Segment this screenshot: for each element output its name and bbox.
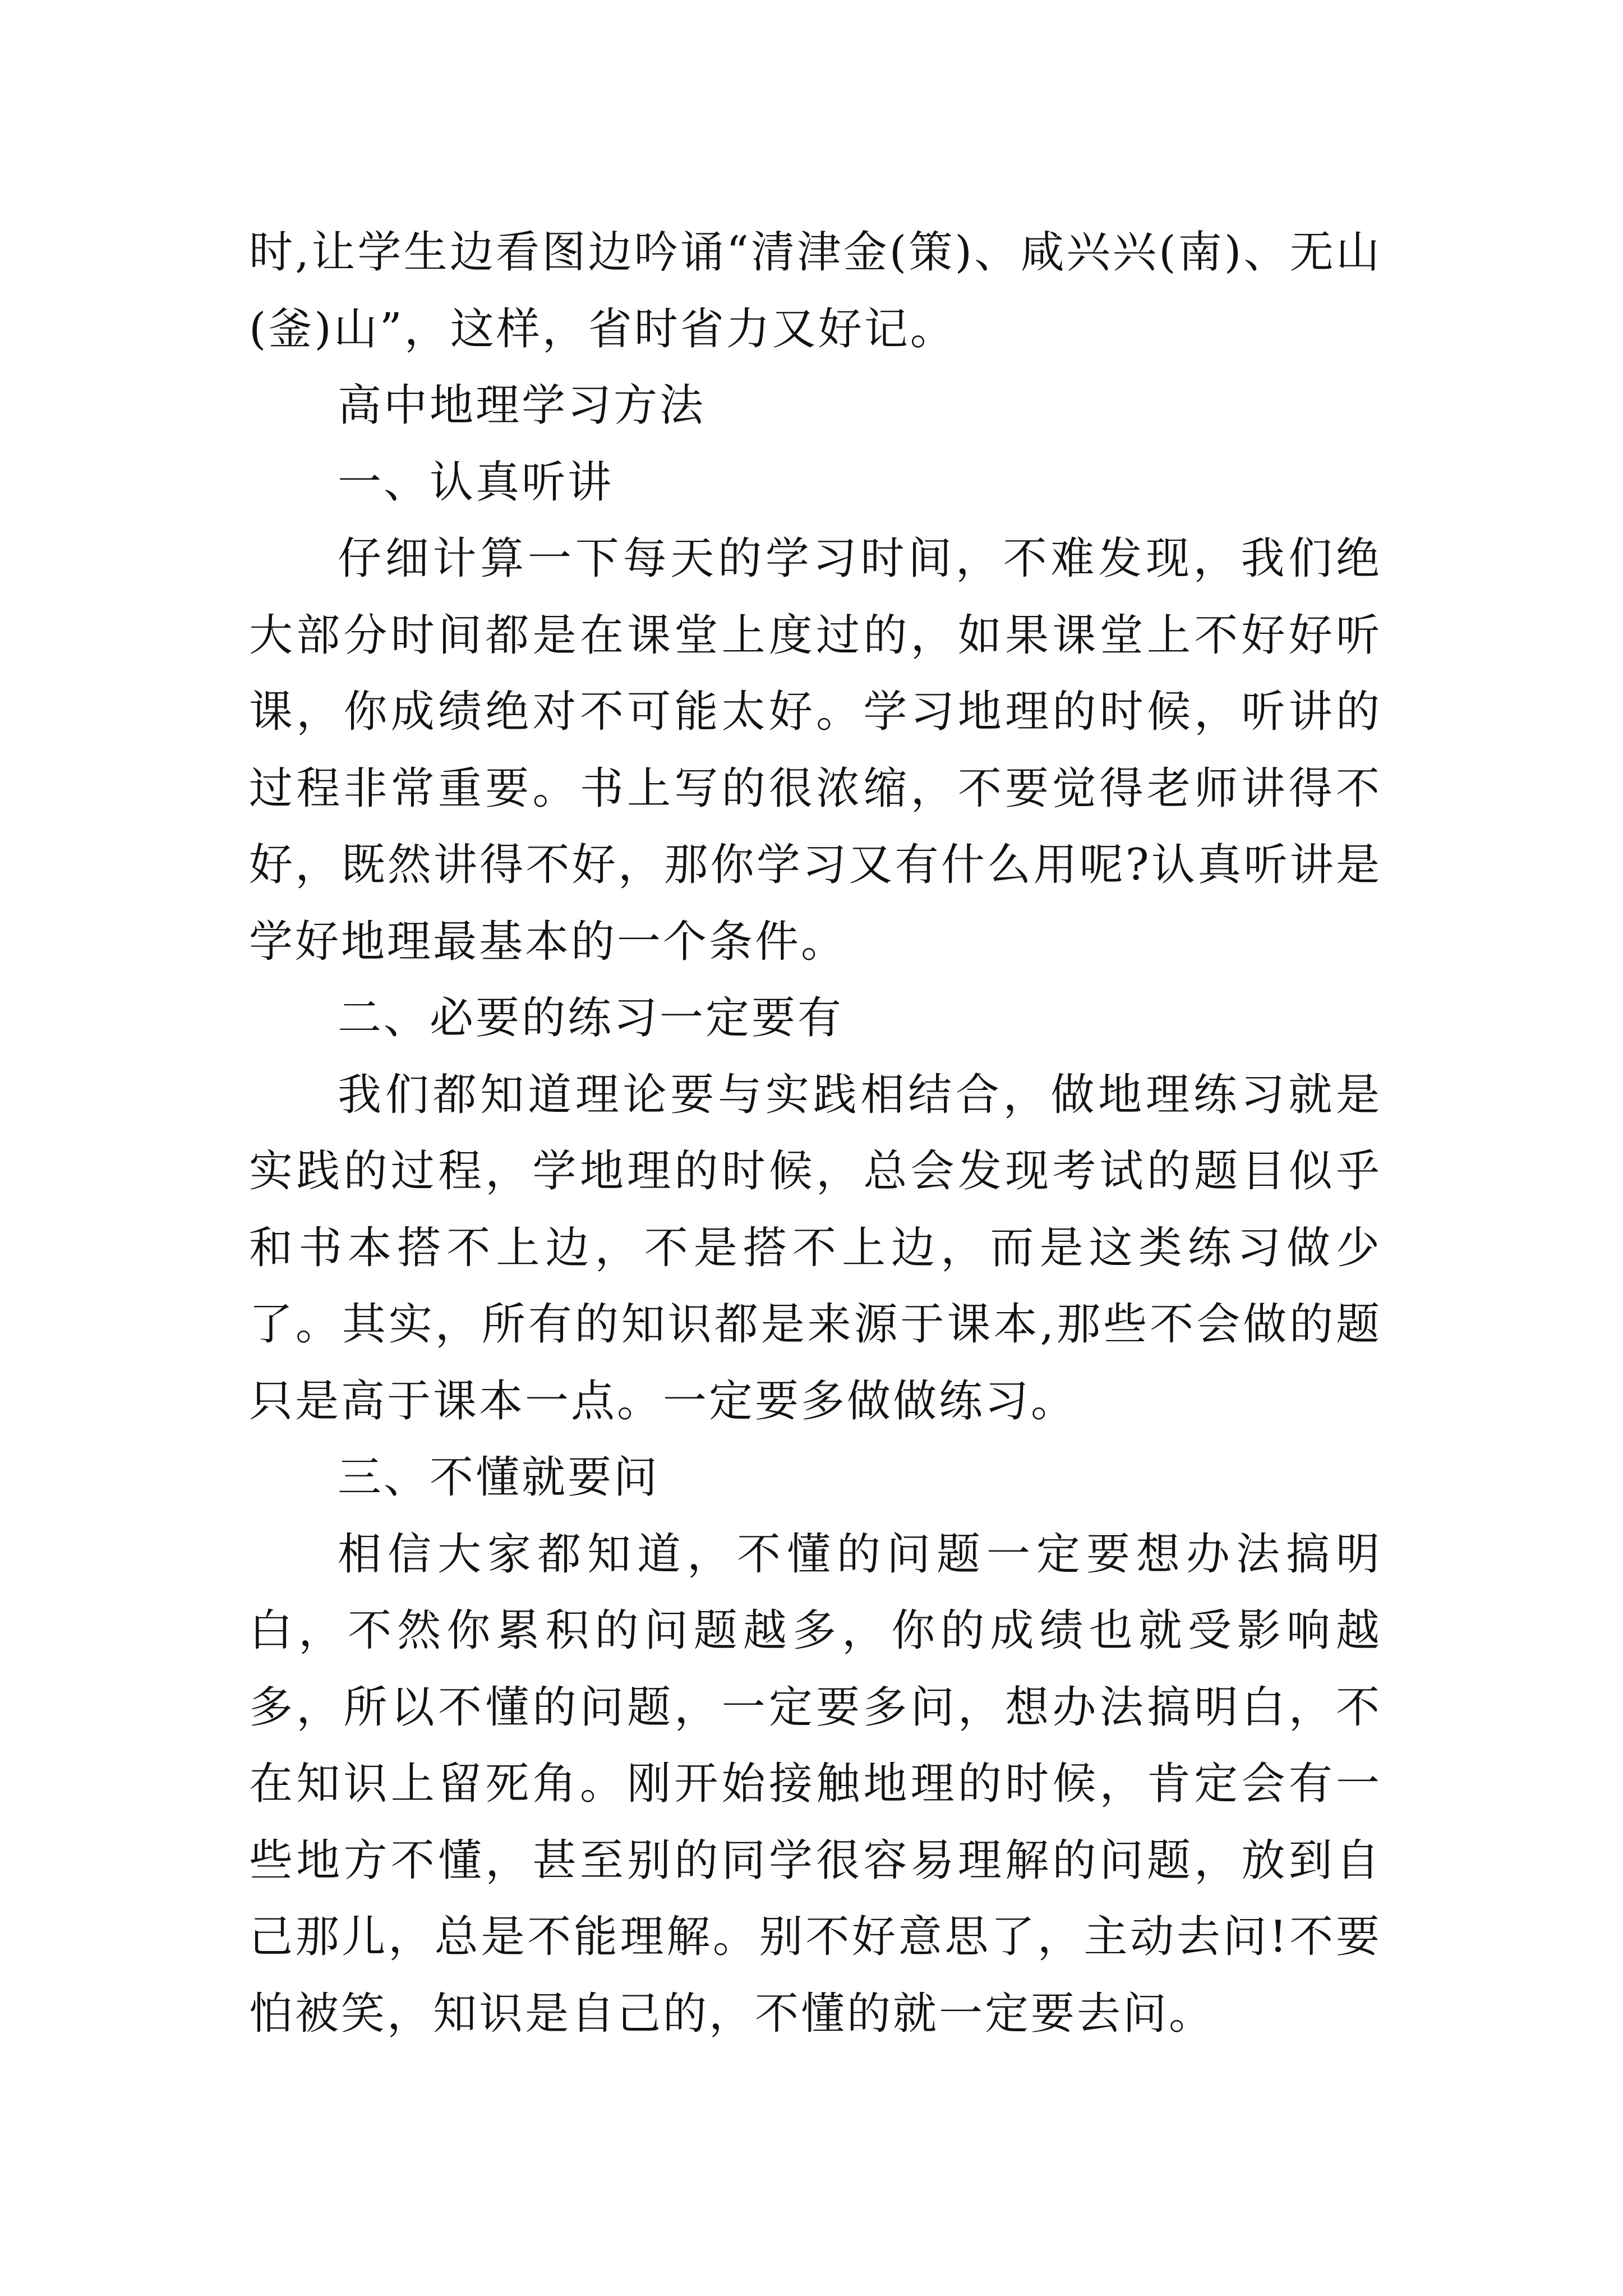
subheading-2: 二、必要的练习一定要有 xyxy=(338,993,844,1043)
paragraph-practice: 我们都知道理论要与实践相结合，做地理练习就是实践的过程，学地理的时候，总会发现考试的题目似乎和书本搭不上边，不是搭不上边，而是这类练习做少了。其实，所有的知识都是来源于课本,那些不会做的题只是高于课本一点。一定要多做做练习。 xyxy=(249,1069,1382,1427)
subheading-1: 一、认真听讲 xyxy=(338,457,614,508)
document-body xyxy=(249,214,1382,2052)
subheading-3: 三、不懂就要问 xyxy=(338,1452,660,1503)
paragraph-continuation: 时,让学生边看图边吟诵“清津金(策)、咸兴兴(南)、无山(釜)山”，这样，省时省力又好记。 xyxy=(249,227,1382,355)
paragraph-listen: 仔细计算一下每天的学习时间，不难发现，我们绝大部分时间都是在课堂上度过的，如果课堂上不好好听课，你成绩绝对不可能太好。学习地理的时候，听讲的过程非常重要。书上写的很浓缩，不要觉得老师讲得不好，既然讲得不好，那你学习又有什么用呢?认真听讲是学好地理最基本的一个条件。 xyxy=(249,533,1382,967)
paragraph-ask: 相信大家都知道，不懂的问题一定要想办法搞明白，不然你累积的问题越多，你的成绩也就受影响越多，所以不懂的问题，一定要多问，想办法搞明白，不在知识上留死角。刚开始接触地理的时候，肯定会有一些地方不懂，甚至别的同学很容易理解的问题，放到自己那儿，总是不能理解。别不好意思了，主动去问!不要怕被笑，知识是自己的，不懂的就一定要去问。 xyxy=(249,1529,1382,2039)
section-title: 高中地理学习方法 xyxy=(338,380,706,431)
